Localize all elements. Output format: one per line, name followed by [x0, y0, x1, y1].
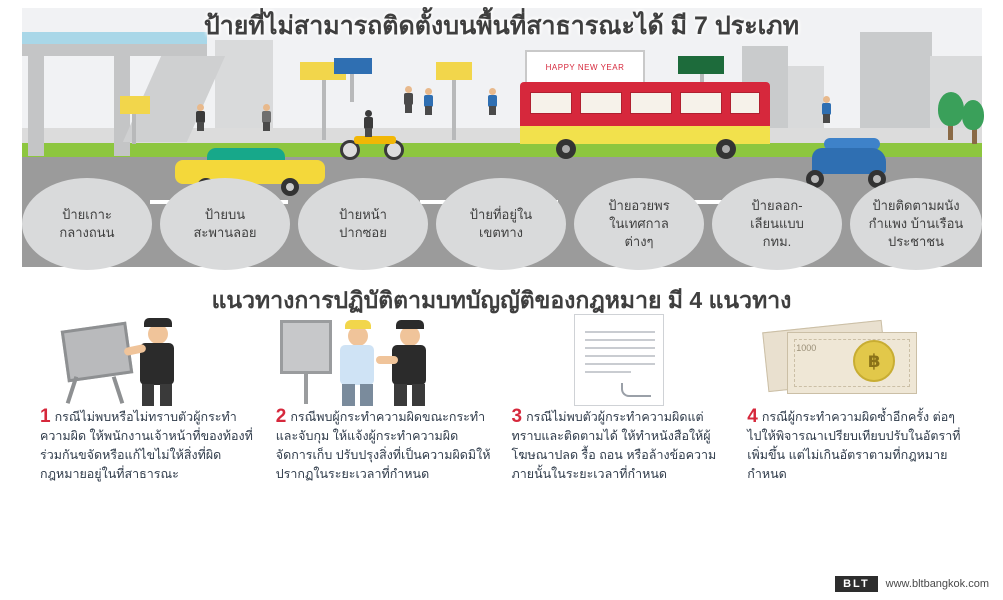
- guideline-body: กรณีพบผู้กระทำความผิดขณะกระทำและจับกุม ให้แจ้งผู้กระทำความผิดจัดการเก็บ ปรับปรุงสิ่งที่เป็นความผิดมิให้ปรากฏในระยะเวลาที่กำหนด: [275, 410, 491, 481]
- sign-pole: [304, 374, 308, 404]
- officer-leg: [412, 384, 425, 406]
- officer-body: [392, 345, 426, 385]
- pedestrian: [822, 96, 831, 122]
- banner-text: HAPPY NEW YEAR: [545, 63, 625, 72]
- motorcycle: [340, 104, 410, 162]
- sign-board-shape: [280, 320, 332, 374]
- footer: [835, 576, 989, 592]
- document-line: [585, 371, 631, 373]
- sign-category-item[interactable]: ป้ายหน้า ปากซอย: [298, 178, 428, 270]
- official-document-icon: [512, 312, 730, 407]
- bus-window: [630, 92, 672, 114]
- sign-category-item[interactable]: ป้ายลอก- เลียนแบบ กทม.: [712, 178, 842, 270]
- banknote-denomination: 1000: [796, 343, 817, 353]
- document-page: [574, 314, 664, 406]
- blt-logo: BLT: [835, 576, 878, 592]
- offender-body: [340, 345, 374, 385]
- guideline-number: 3: [511, 406, 523, 427]
- sign-post: [452, 78, 456, 140]
- tree-foliage: [938, 92, 964, 126]
- new-year-banner: [525, 50, 645, 86]
- guideline-number: 4: [747, 406, 758, 427]
- guideline-item: [512, 312, 730, 572]
- sign-category-item[interactable]: ป้ายเกาะ กลางถนน: [22, 178, 152, 270]
- sign-category-list: [22, 178, 982, 278]
- tree-foliage: [962, 100, 984, 130]
- green-sign-board: [678, 56, 724, 74]
- guidelines-list: [40, 312, 965, 572]
- sign-category-item[interactable]: ป้ายอวยพร ในเทศกาล ต่างๆ: [574, 178, 704, 270]
- guideline-body: กรณีไม่พบตัวผู้กระทำความผิดแต่ทราบและติดตามได้ ให้ทำหนังสือให้ผู้โฆษณาปลด รื้อ ถอน หรือล้างข้อความ ภายนั้นในระยะเวลาที่กำหนด: [511, 410, 717, 481]
- city-bus: [520, 82, 770, 162]
- guideline-item: [40, 312, 258, 572]
- blue-sign-board: [334, 58, 372, 74]
- guideline-item: [276, 312, 494, 572]
- worker-head: [148, 324, 168, 344]
- sign-category-item[interactable]: ป้ายที่อยู่ใน เขตทาง: [436, 178, 566, 270]
- pedestrian: [424, 88, 433, 114]
- guideline-item: [747, 312, 965, 572]
- sign-category-item[interactable]: ป้ายบน สะพานลอย: [160, 178, 290, 270]
- guideline-text: [747, 407, 965, 484]
- pedestrian: [196, 104, 205, 130]
- offender-leg: [342, 384, 355, 406]
- footer-website-url[interactable]: www.bltbangkok.com: [885, 578, 989, 590]
- guideline-body: กรณีไม่พบหรือไม่ทราบตัวผู้กระทำความผิด ให้พนักงานเจ้าหน้าที่ของท้องที่ร่วมกันขจัดหรือแก้ไขไม่ให้สิ่งที่ผิดกฎหมายอยู่ในที่สาธารณะ: [40, 410, 253, 481]
- sign-board-shape: [61, 322, 134, 383]
- document-line: [585, 363, 655, 365]
- section-title-guidelines: แนวทางการปฏิบัติตามบทบัญญัติของกฎหมาย มี 4 แนวทาง: [211, 287, 792, 313]
- worker-leg: [160, 384, 172, 406]
- tree-trunk: [972, 128, 977, 144]
- motorcycle-rider: [364, 110, 373, 136]
- officer-arm: [376, 356, 398, 364]
- bus-window: [730, 92, 760, 114]
- bus-window: [680, 92, 722, 114]
- officer-cap: [396, 320, 424, 329]
- pedestrian: [262, 104, 271, 130]
- yellow-sign-board: [120, 96, 150, 114]
- bus-window: [580, 92, 622, 114]
- banknotes-fine-icon: [747, 312, 965, 407]
- sign-category-item[interactable]: ป้ายติดตามผนัง กำแพง บ้านเรือน ประชาชน: [850, 178, 982, 270]
- officer-leg: [394, 384, 407, 406]
- overpass-pier: [28, 56, 44, 156]
- guideline-text: [40, 407, 258, 484]
- guideline-number: 1: [40, 406, 51, 427]
- document-line: [585, 331, 655, 333]
- document-signature: [621, 383, 651, 397]
- worker-removing-sign-icon: [40, 312, 258, 407]
- worker-leg: [142, 384, 154, 406]
- banknote: [787, 332, 917, 394]
- building-shape: [860, 32, 932, 142]
- tree-trunk: [948, 124, 953, 140]
- easel-leg: [112, 376, 124, 404]
- yellow-sign-board: [436, 62, 472, 80]
- motorcycle-frame: [354, 136, 396, 144]
- offender-cap: [345, 320, 371, 329]
- document-line: [585, 339, 655, 341]
- sign-post: [350, 74, 354, 102]
- bus-wheel: [556, 139, 576, 159]
- guideline-body: กรณีผู้กระทำความผิดซ้ำอีกครั้ง ต่อๆ ไปให้พิจารณาเปรียบเทียบปรับในอัตราที่เพิ่มขึ้น แต่ไม่เกินอัตราตามที่กฎหมายกำหนด: [747, 410, 961, 481]
- guideline-text: [512, 407, 730, 484]
- document-line: [585, 347, 655, 349]
- sign-post: [322, 78, 326, 140]
- officer-arresting-offender-icon: [276, 312, 494, 407]
- offender-head: [348, 326, 368, 346]
- bus-wheel: [716, 139, 736, 159]
- page-title: ป้ายที่ไม่สามารถติดตั้งบนพื้นที่สาธารณะได้ มี 7 ประเภท: [203, 12, 800, 40]
- guideline-text: [276, 407, 494, 484]
- worker-cap: [144, 318, 172, 327]
- baht-coin-icon: ฿: [853, 340, 895, 382]
- offender-leg: [360, 384, 373, 406]
- bus-window: [530, 92, 572, 114]
- pedestrian: [488, 88, 497, 114]
- officer-head: [400, 326, 420, 346]
- document-line: [585, 355, 655, 357]
- guideline-number: 2: [275, 406, 287, 427]
